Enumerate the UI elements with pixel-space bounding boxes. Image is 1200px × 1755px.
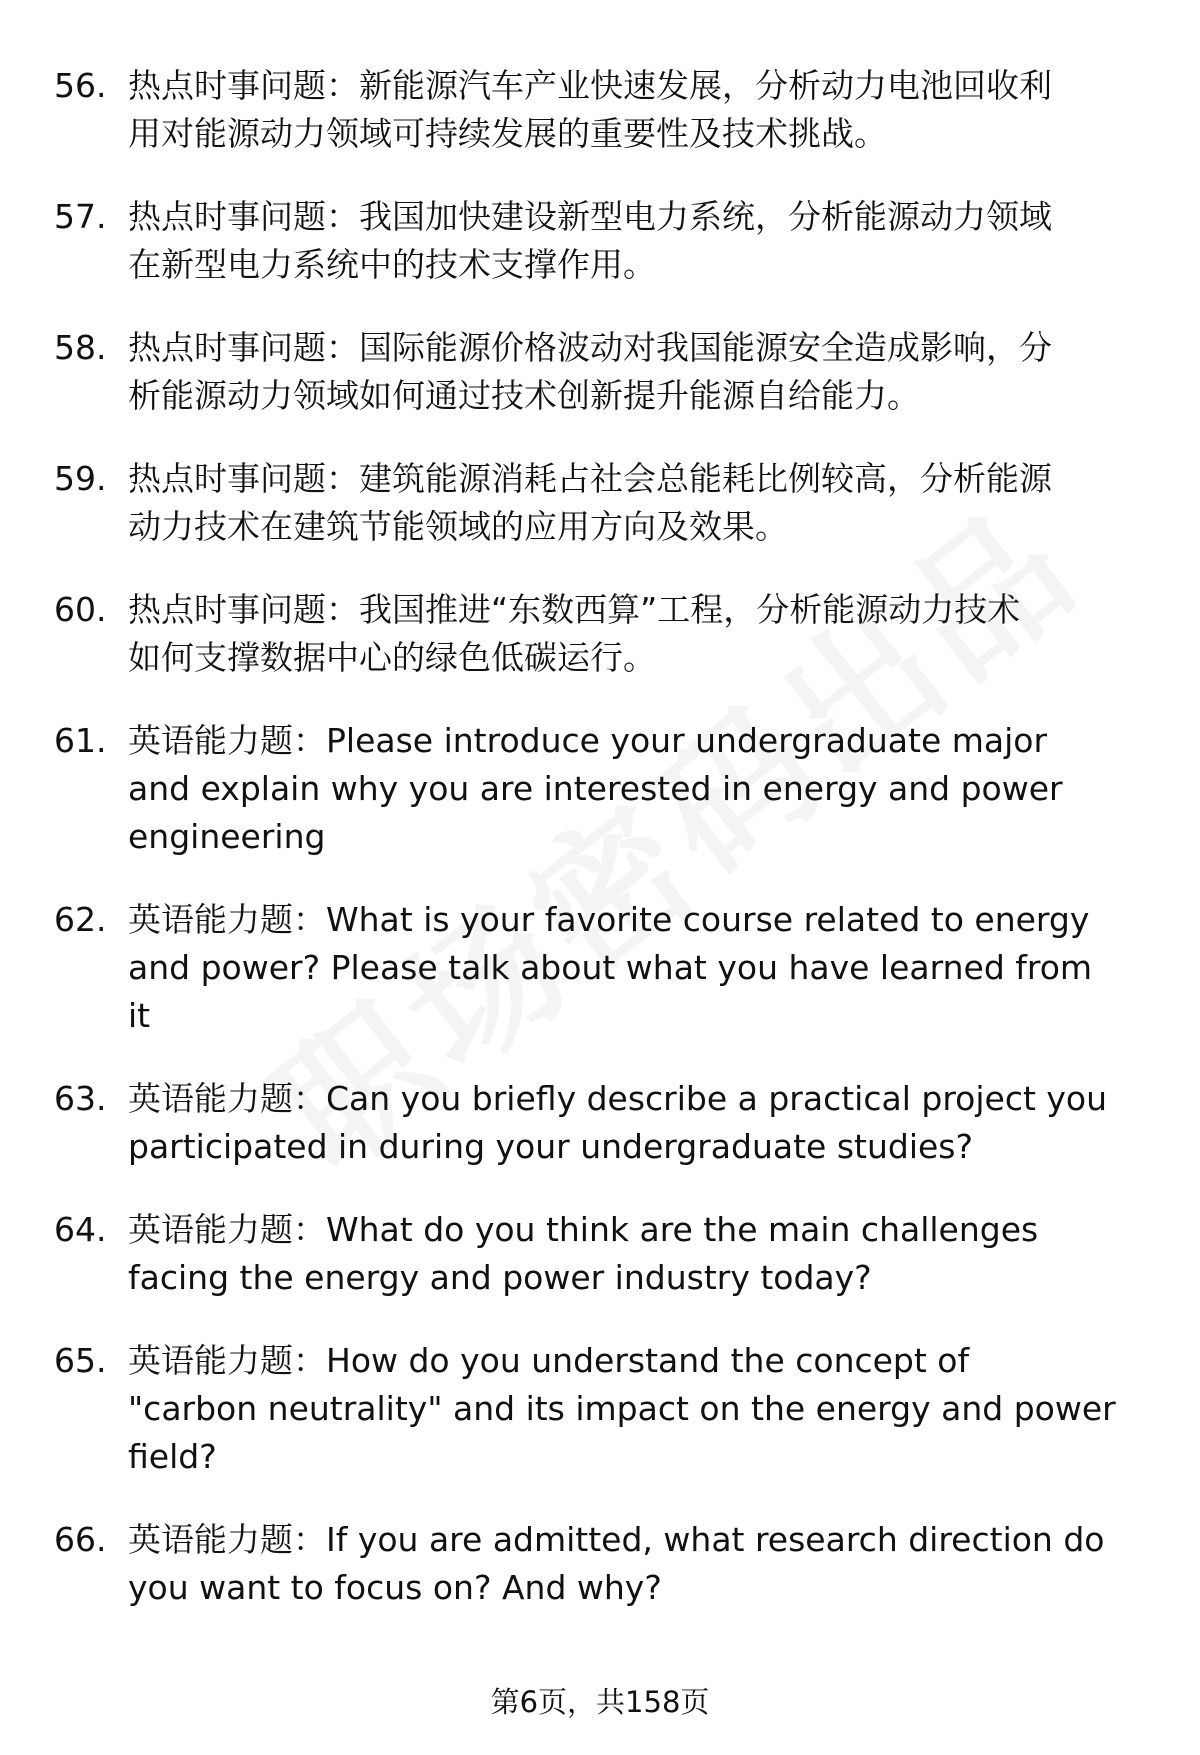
item-number: 58. (54, 328, 107, 367)
item-number: 66. (54, 1520, 107, 1559)
question-list (54, 62, 1154, 1647)
item-number: 62. (54, 900, 107, 939)
list-item (54, 193, 1154, 289)
item-number: 59. (54, 459, 107, 498)
item-text: 热点时事问题：我国加快建设新型电力系统，分析能源动力领域 在新型电力系统中的技术支撑作用。 (128, 197, 1052, 284)
list-item (54, 1516, 1154, 1612)
item-number: 61. (54, 721, 107, 760)
item-number: 60. (54, 590, 107, 629)
item-text: 英语能力题：How do you understand the concept of "carbon neutrality" and its impact on the energy and power field? (128, 1341, 1116, 1476)
item-text: 英语能力题：Please introduce your undergraduate major and explain why you are interested in energy and power engineering (128, 721, 1063, 856)
page-number: 第6页，共158页 (490, 1685, 710, 1719)
list-item (54, 324, 1154, 420)
item-text: 热点时事问题：建筑能源消耗占社会总能耗比例较高，分析能源 动力技术在建筑节能领域的应用方向及效果。 (128, 459, 1052, 546)
item-text: 英语能力题：What do you think are the main challenges facing the energy and power industry today? (128, 1210, 1039, 1297)
list-item (54, 62, 1154, 158)
item-number: 65. (54, 1341, 107, 1380)
list-item (54, 896, 1154, 1040)
item-number: 56. (54, 66, 107, 105)
item-text: 热点时事问题：国际能源价格波动对我国能源安全造成影响，分 析能源动力领域如何通过技术创新提升能源自给能力。 (128, 328, 1052, 415)
item-text: 热点时事问题：新能源汽车产业快速发展，分析动力电池回收利 用对能源动力领域可持续发展的重要性及技术挑战。 (128, 66, 1052, 153)
item-number: 57. (54, 197, 107, 236)
item-text: 英语能力题：What is your favorite course related to energy and power? Please talk about what you have learned from it (128, 900, 1093, 1035)
item-text: 热点时事问题：我国推进“东数西算”工程，分析能源动力技术 如何支撑数据中心的绿色低碳运行。 (128, 590, 1021, 677)
item-text: 英语能力题：If you are admitted, what research direction do you want to focus on? And why? (128, 1520, 1105, 1607)
list-item (54, 1337, 1154, 1481)
list-item (54, 455, 1154, 551)
list-item (54, 586, 1154, 682)
item-text: 英语能力题：Can you briefly describe a practical project you participated in during your undergraduate studies? (128, 1079, 1108, 1166)
item-number: 64. (54, 1210, 107, 1249)
list-item (54, 1206, 1154, 1302)
item-number: 63. (54, 1079, 107, 1118)
list-item (54, 717, 1154, 861)
list-item (54, 1075, 1154, 1171)
